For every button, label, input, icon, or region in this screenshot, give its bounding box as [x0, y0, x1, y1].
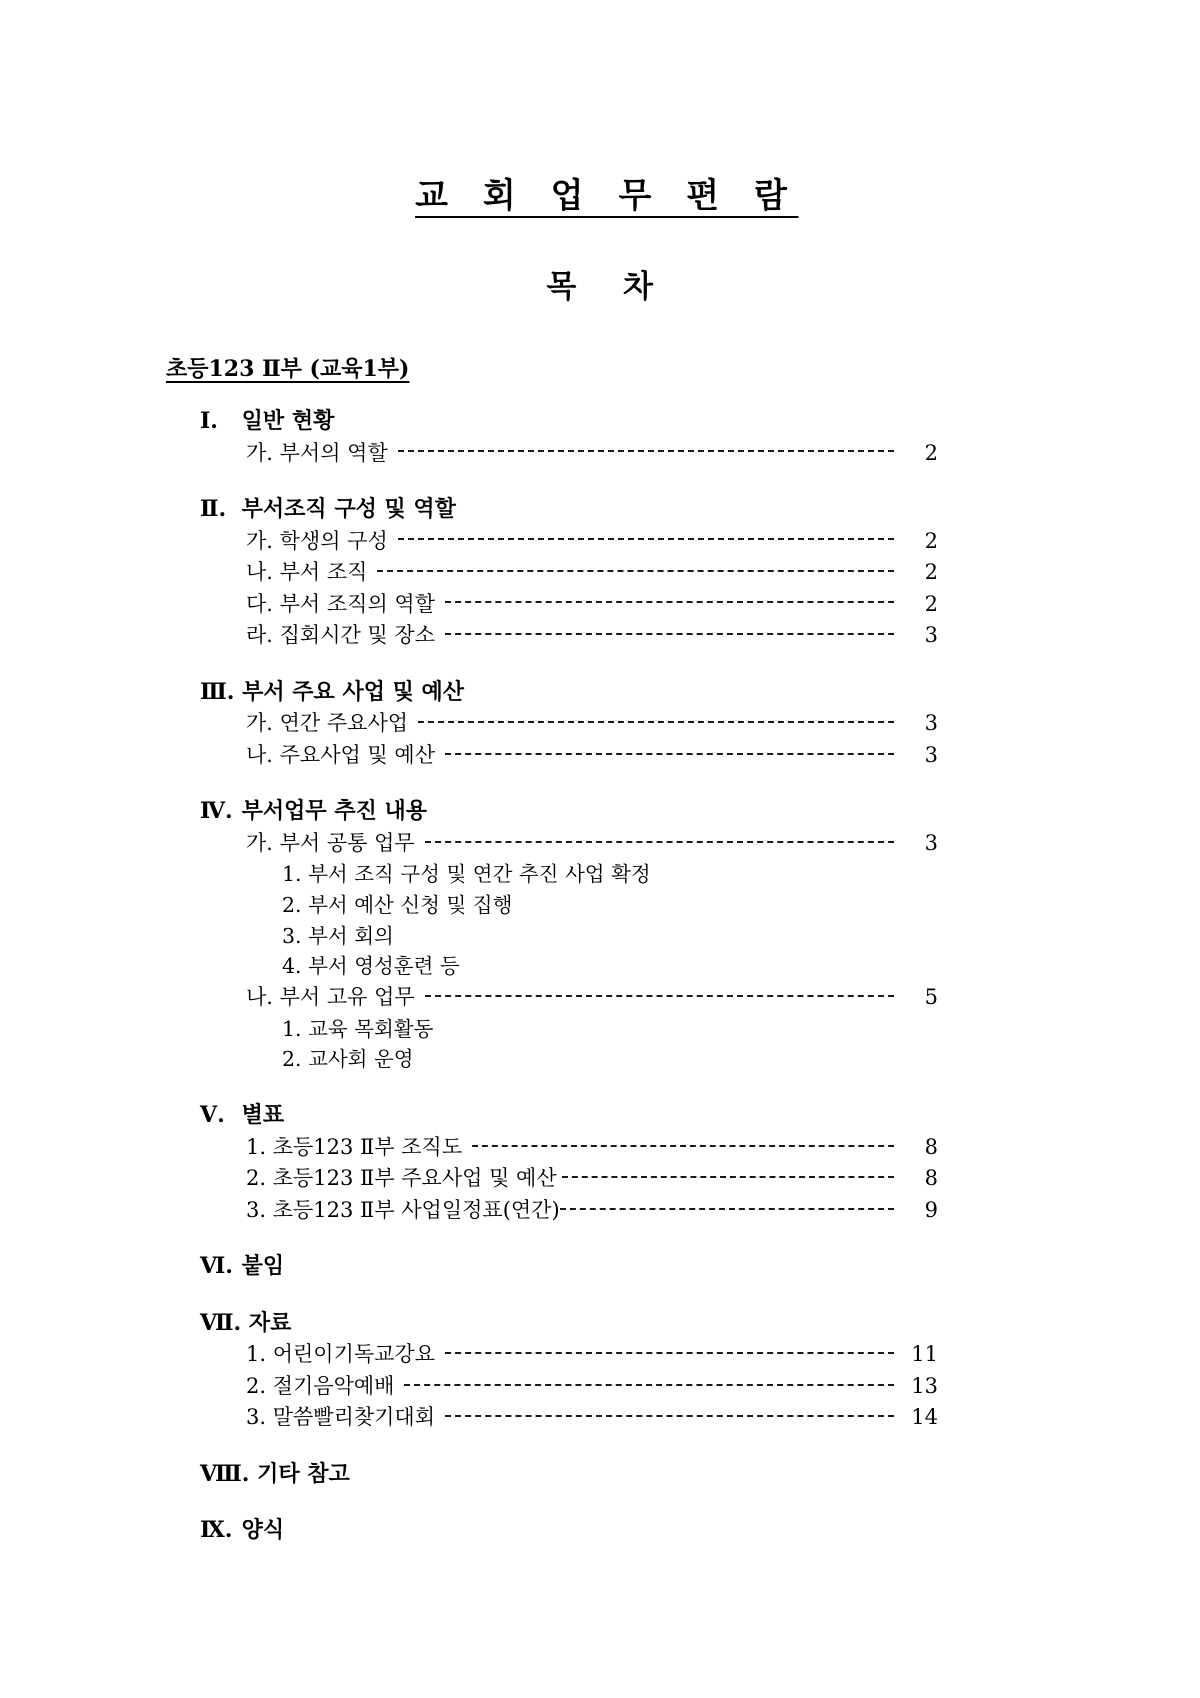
toc-section-heading[interactable]	[0, 676, 1200, 709]
toc-section-numeral: Ⅲ.	[200, 678, 235, 705]
toc-leader-dashes	[445, 621, 894, 642]
document-title	[0, 0, 1200, 217]
toc-entry[interactable]	[0, 708, 1200, 740]
toc-entry[interactable]	[0, 438, 1200, 470]
toc-entry[interactable]	[0, 1195, 1200, 1227]
toc-leader-dashes	[398, 439, 894, 460]
toc-entry[interactable]	[0, 921, 1200, 952]
department-heading	[0, 306, 1200, 383]
toc-entry-label: 1. 부서 조직 구성 및 연간 추진 사업 확정	[282, 862, 651, 887]
toc-section-numeral: Ⅷ.	[200, 1460, 250, 1487]
toc-section-heading-text: 부서업무 추진 내용	[234, 798, 427, 825]
toc-section-numeral: Ⅴ.	[200, 1102, 225, 1129]
toc-section-heading-text: 양식	[234, 1517, 285, 1544]
toc-title-right: 차	[623, 269, 654, 305]
department-heading-text: 초등123 Ⅱ부 (교육1부)	[166, 356, 410, 382]
toc-leader-dashes	[398, 527, 894, 548]
toc-entry-page-number: 3	[924, 623, 938, 648]
toc-entry[interactable]	[0, 1339, 1200, 1371]
toc-section	[0, 1514, 1200, 1547]
toc-section	[0, 795, 1200, 1075]
toc-entry[interactable]	[0, 740, 1200, 772]
toc-leader-dashes	[445, 1403, 894, 1424]
toc-section-heading[interactable]	[0, 493, 1200, 526]
toc-entry-page-number: 3	[924, 711, 938, 736]
toc-section-heading-text: 부서조직 구성 및 역할	[234, 496, 456, 523]
toc-entry[interactable]	[0, 526, 1200, 558]
toc-entry-label: 다. 부서 조직의 역할	[246, 591, 435, 616]
toc-section-heading[interactable]	[0, 1099, 1200, 1132]
toc-entry-page-number: 8	[924, 1134, 938, 1159]
toc-section-numeral: Ⅳ.	[200, 798, 233, 825]
toc-leader-dashes	[445, 1340, 894, 1361]
toc-section	[0, 676, 1200, 772]
toc-entry-label: 2. 절기음악예배	[246, 1373, 395, 1398]
toc-entry[interactable]	[0, 859, 1200, 890]
toc-leader-dashes	[562, 1164, 894, 1185]
toc-entry[interactable]	[0, 1163, 1200, 1195]
toc-entry-page-number: 9	[924, 1197, 938, 1222]
toc-entry-page-number: 3	[924, 830, 938, 855]
toc-entry[interactable]	[0, 620, 1200, 652]
toc-entry-label: 나. 부서 고유 업무	[246, 985, 415, 1010]
toc-entry-label: 가. 부서 공통 업무	[246, 830, 415, 855]
toc-entry[interactable]	[0, 1014, 1200, 1045]
toc-entry[interactable]	[0, 890, 1200, 921]
toc-section-heading-text: 부서 주요 사업 및 예산	[234, 678, 465, 705]
toc-entry-label: 3. 초등123 Ⅱ부 사업일정표(연간)	[246, 1197, 560, 1222]
toc-entry-label: 가. 학생의 구성	[246, 528, 388, 553]
toc-leader-dashes	[418, 709, 894, 730]
toc-section-heading-text: 별표	[234, 1102, 285, 1129]
toc-leader-dashes	[560, 1196, 894, 1217]
toc-leader-dashes	[445, 741, 894, 762]
toc-section	[0, 1458, 1200, 1491]
toc-section-heading[interactable]	[0, 405, 1200, 438]
toc-entry-label: 1. 어린이기독교강요	[246, 1342, 435, 1367]
toc-entry-label: 4. 부서 영성훈련 등	[282, 954, 460, 979]
table-of-contents-title	[0, 217, 1200, 306]
toc-entry[interactable]	[0, 951, 1200, 982]
toc-entry[interactable]	[0, 828, 1200, 860]
toc-section-heading-text: 기타 참고	[249, 1460, 350, 1487]
toc-entry-label: 나. 주요사업 및 예산	[246, 742, 435, 767]
toc-entry-page-number: 2	[924, 560, 938, 585]
toc-entry-page-number: 5	[924, 985, 938, 1010]
toc-entry-page-number: 2	[924, 440, 938, 465]
toc-section-heading[interactable]	[0, 795, 1200, 828]
toc-entry[interactable]	[0, 982, 1200, 1014]
toc-section	[0, 405, 1200, 469]
toc-section	[0, 1250, 1200, 1283]
toc-entry[interactable]	[0, 589, 1200, 621]
toc-entry[interactable]	[0, 1371, 1200, 1403]
toc-entry-label: 2. 교사회 운영	[282, 1047, 414, 1072]
toc-entry-label: 2. 초등123 Ⅱ부 주요사업 및 예산	[246, 1166, 557, 1191]
toc-section-heading[interactable]	[0, 1250, 1200, 1283]
toc-entry-page-number: 11	[911, 1342, 938, 1367]
toc-title-left: 목	[546, 269, 577, 305]
toc-entry-page-number: 8	[924, 1166, 938, 1191]
toc-entry-label: 라. 집회시간 및 장소	[246, 623, 435, 648]
toc-section	[0, 1099, 1200, 1226]
toc-entry-label: 가. 부서의 역할	[246, 440, 388, 465]
toc-section-numeral: Ⅵ.	[200, 1253, 233, 1280]
toc-section-numeral: Ⅶ.	[200, 1309, 242, 1336]
toc-section-heading-text: 일반 현황	[234, 408, 335, 434]
toc-section-list	[0, 383, 1200, 1547]
toc-leader-dashes	[425, 983, 894, 1004]
toc-entry-label: 1. 초등123 Ⅱ부 조직도	[246, 1134, 463, 1159]
toc-entry-page-number: 14	[911, 1405, 938, 1430]
toc-entry-page-number: 2	[924, 528, 938, 553]
toc-entry-label: 3. 말씀빨리찾기대회	[246, 1405, 435, 1430]
toc-section-heading[interactable]	[0, 1514, 1200, 1547]
toc-entry-page-number: 3	[924, 742, 938, 767]
toc-section-heading[interactable]	[0, 1458, 1200, 1491]
toc-entry[interactable]	[0, 1044, 1200, 1075]
toc-leader-dashes	[445, 590, 894, 611]
toc-entry-page-number: 2	[924, 591, 938, 616]
toc-entry[interactable]	[0, 1402, 1200, 1434]
toc-section-heading-text: 자료	[241, 1309, 292, 1336]
toc-entry[interactable]	[0, 557, 1200, 589]
toc-leader-dashes	[472, 1133, 894, 1154]
toc-entry[interactable]	[0, 1132, 1200, 1164]
toc-leader-dashes	[377, 558, 894, 579]
toc-section	[0, 1307, 1200, 1434]
toc-entry-label: 3. 부서 회의	[282, 923, 394, 948]
toc-section-numeral: Ⅰ.	[200, 408, 218, 434]
toc-entry-label: 나. 부서 조직	[246, 560, 368, 585]
toc-entry-page-number: 13	[911, 1373, 938, 1398]
toc-entry-label: 가. 연간 주요사업	[246, 711, 409, 736]
toc-entry-label: 2. 부서 예산 신청 및 집행	[282, 892, 513, 917]
toc-leader-dashes	[425, 829, 894, 850]
toc-section	[0, 493, 1200, 652]
toc-section-heading[interactable]	[0, 1307, 1200, 1340]
toc-section-numeral: Ⅸ.	[200, 1517, 233, 1544]
toc-section-numeral: Ⅱ.	[200, 496, 227, 523]
toc-leader-dashes	[404, 1372, 894, 1393]
toc-section-heading-text: 붙임	[234, 1253, 285, 1280]
document-title-text: 교 회 업 무 편 람	[415, 176, 799, 216]
toc-entry-label: 1. 교육 목회활동	[282, 1016, 434, 1041]
